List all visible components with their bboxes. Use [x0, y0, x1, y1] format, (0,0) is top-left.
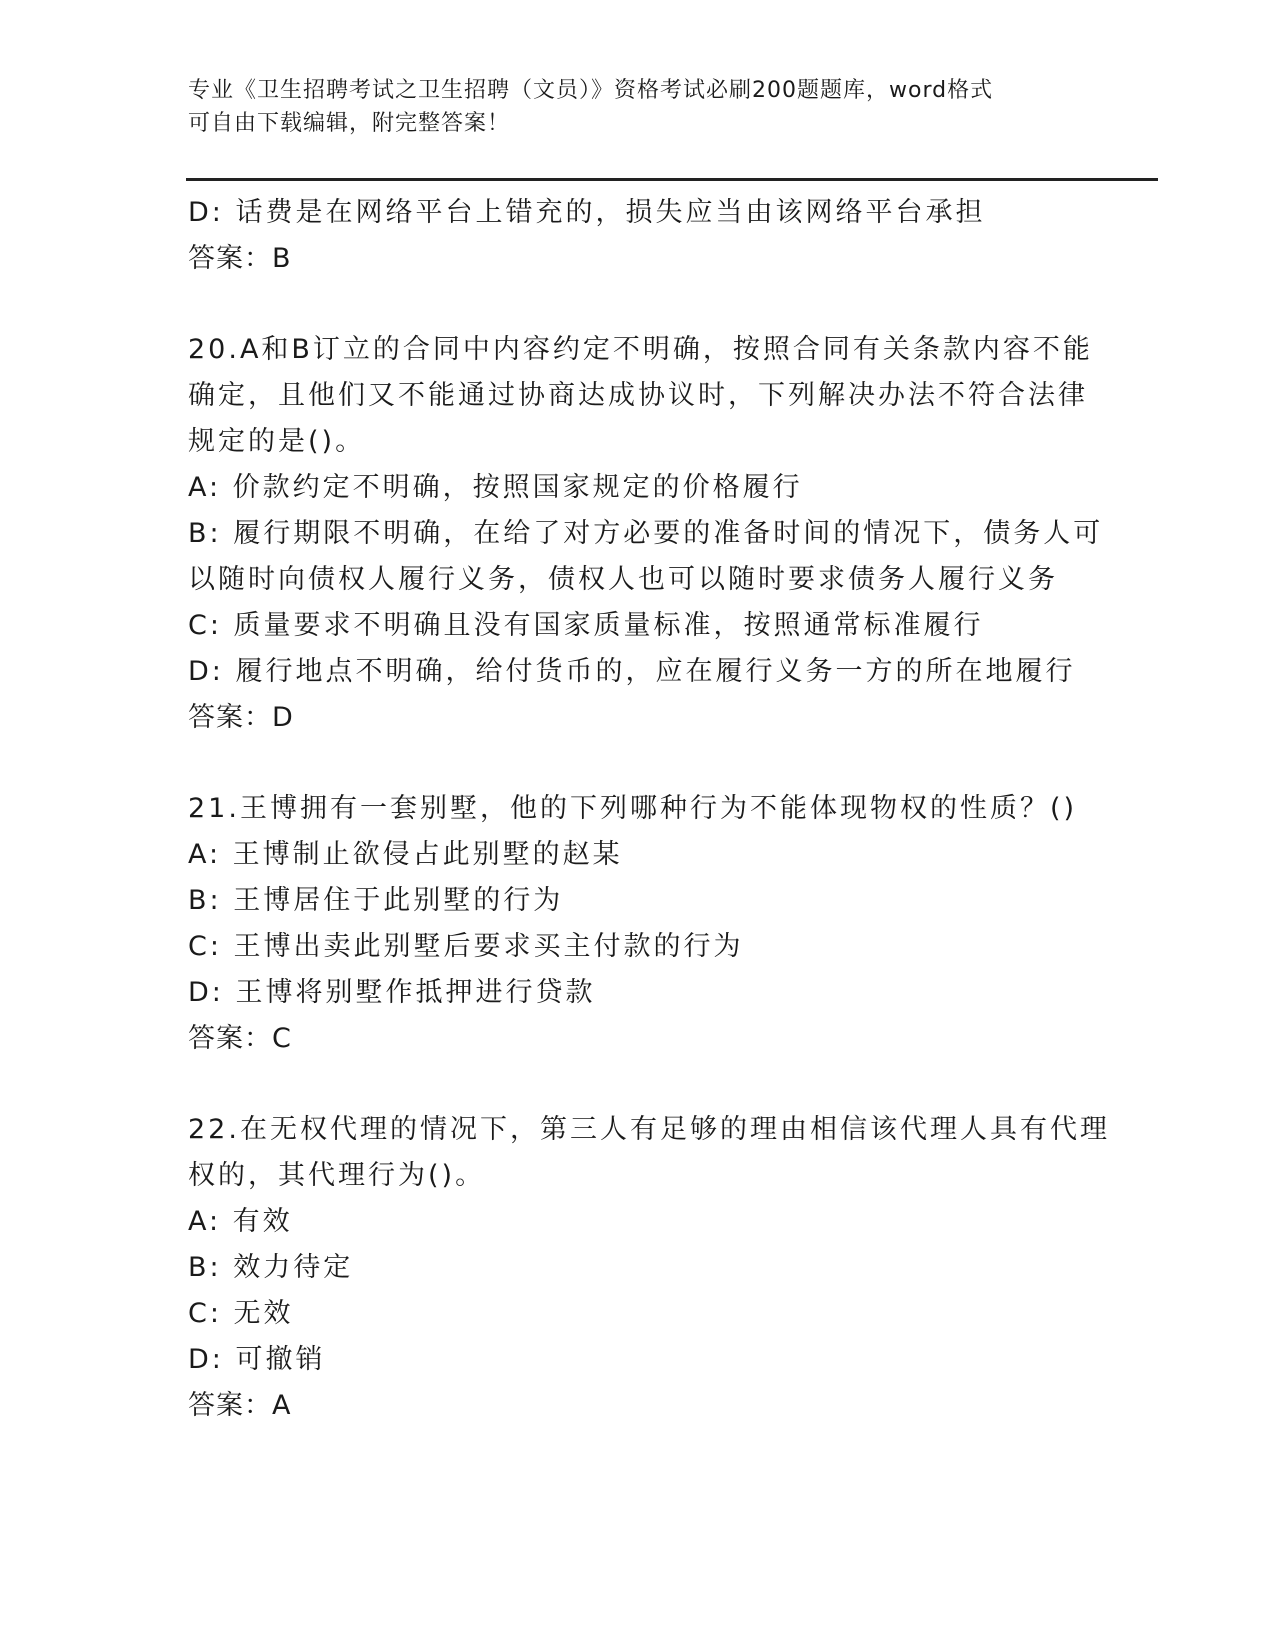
option-b-continued: 以随时向债权人履行义务，债权人也可以随时要求债务人履行义务 [188, 564, 1058, 595]
answer: 答案：B [188, 243, 292, 274]
option-c: C: 无效 [188, 1298, 294, 1329]
question-21 [188, 786, 1088, 1062]
page-header [188, 74, 1068, 140]
header-title-line-1: 专业《卫生招聘考试之卫生招聘（文员）》资格考试必刷200题题库，word格式 [188, 78, 994, 103]
option-a: A: 价款约定不明确，按照国家规定的价格履行 [188, 472, 803, 503]
question-stem: 20.A和B订立的合同中内容约定不明确，按照合同有关条款内容不能 [188, 334, 1093, 365]
option-a: A: 有效 [188, 1206, 293, 1237]
answer: 答案：C [188, 1023, 292, 1054]
option-d: D: 王博将别墅作抵押进行贷款 [188, 977, 596, 1008]
question-stem: 21.王博拥有一套别墅，他的下列哪种行为不能体现物权的性质？() [188, 793, 1078, 824]
option-b: B: 王博居住于此别墅的行为 [188, 885, 564, 916]
option-a: A: 王博制止欲侵占此别墅的赵某 [188, 839, 623, 870]
header-divider [186, 178, 1158, 181]
question-stem: 确定，且他们又不能通过协商达成协议时，下列解决办法不符合法律 [188, 380, 1088, 411]
option-b: B: 效力待定 [188, 1252, 354, 1283]
document-body [188, 190, 1110, 1429]
question-stem: 规定的是()。 [188, 426, 366, 457]
option-c: C: 王博出卖此别墅后要求买主付款的行为 [188, 931, 744, 962]
option-c: C: 质量要求不明确且没有国家质量标准，按照通常标准履行 [188, 610, 984, 641]
option-d: D: 话费是在网络平台上错充的，损失应当由该网络平台承担 [188, 197, 986, 228]
option-b: B: 履行期限不明确，在给了对方必要的准备时间的情况下，债务人可 [188, 518, 1104, 549]
spacer [188, 282, 1088, 327]
previous-question-tail [188, 190, 1088, 282]
option-d: D: 履行地点不明确，给付货币的，应在履行义务一方的所在地履行 [188, 656, 1076, 687]
spacer [188, 741, 1088, 786]
question-22 [188, 1107, 1110, 1429]
header-title-line-2: 可自由下载编辑，附完整答案！ [188, 111, 511, 136]
question-stem: 22.在无权代理的情况下，第三人有足够的理由相信该代理人具有代理 [188, 1114, 1110, 1145]
answer: 答案：D [188, 702, 294, 733]
spacer [188, 1062, 1088, 1107]
question-stem: 权的，其代理行为()。 [188, 1160, 486, 1191]
question-20 [188, 327, 1104, 741]
option-d: D: 可撤销 [188, 1344, 326, 1375]
answer: 答案：A [188, 1390, 292, 1421]
